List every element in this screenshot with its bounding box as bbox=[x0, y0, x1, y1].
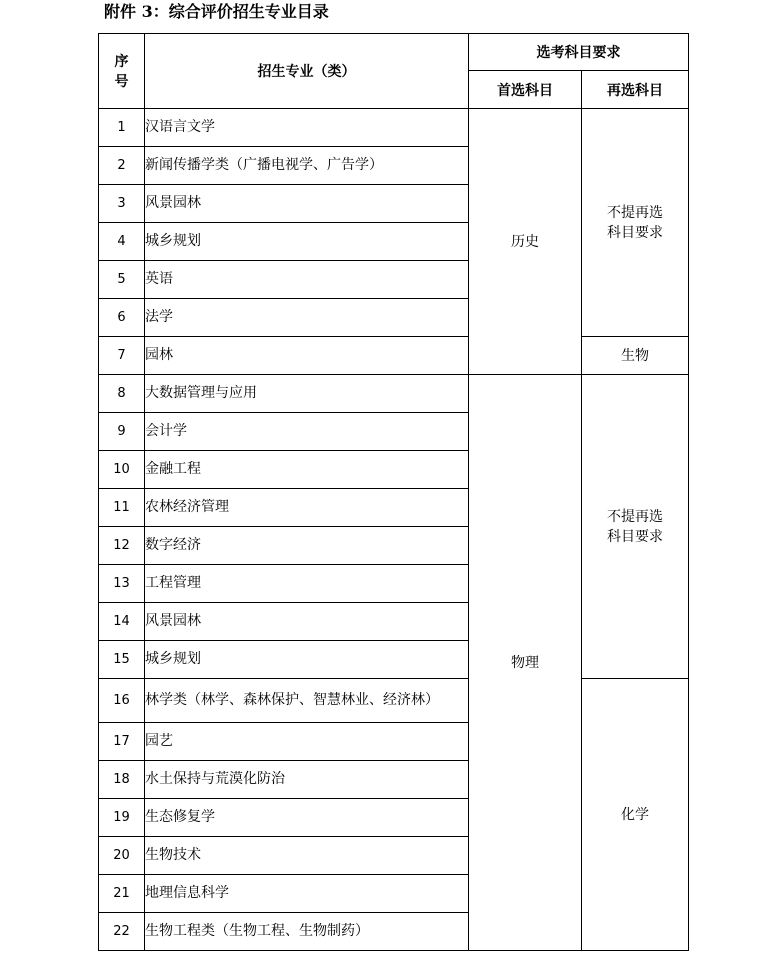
row-number: 21 bbox=[99, 875, 145, 913]
header-subject-requirement: 选考科目要求 bbox=[469, 34, 689, 71]
first-subject-history bbox=[469, 109, 582, 375]
table-row bbox=[99, 109, 689, 147]
major-name: 金融工程 bbox=[145, 451, 469, 489]
second-subject-biology-label: 生物 bbox=[621, 347, 649, 364]
major-name: 园艺 bbox=[145, 723, 469, 761]
major-name: 会计学 bbox=[145, 413, 469, 451]
major-name: 地理信息科学 bbox=[145, 875, 469, 913]
major-name: 生态修复学 bbox=[145, 799, 469, 837]
second-subject-biology bbox=[582, 337, 689, 375]
header-major: 招生专业（类） bbox=[145, 34, 469, 109]
row-number: 1 bbox=[99, 109, 145, 147]
major-name: 数字经济 bbox=[145, 527, 469, 565]
major-name: 水土保持与荒漠化防治 bbox=[145, 761, 469, 799]
first-subject-history-label: 历史 bbox=[511, 233, 539, 250]
major-name: 生物技术 bbox=[145, 837, 469, 875]
first-subject-physics-label: 物理 bbox=[511, 654, 539, 671]
major-name: 农林经济管理 bbox=[145, 489, 469, 527]
major-name: 风景园林 bbox=[145, 185, 469, 223]
row-number: 16 bbox=[99, 679, 145, 723]
header-second-subject: 再选科目 bbox=[582, 71, 689, 109]
row-number: 6 bbox=[99, 299, 145, 337]
major-name: 工程管理 bbox=[145, 565, 469, 603]
row-number: 17 bbox=[99, 723, 145, 761]
table-row bbox=[99, 337, 689, 375]
row-number: 4 bbox=[99, 223, 145, 261]
row-number: 9 bbox=[99, 413, 145, 451]
row-number: 11 bbox=[99, 489, 145, 527]
row-number: 14 bbox=[99, 603, 145, 641]
row-number: 3 bbox=[99, 185, 145, 223]
major-name: 英语 bbox=[145, 261, 469, 299]
row-number: 2 bbox=[99, 147, 145, 185]
first-subject-physics bbox=[469, 375, 582, 951]
header-seq: 序 号 bbox=[99, 34, 145, 109]
document-title: 附件 3：综合评价招生专业目录 bbox=[104, 2, 329, 21]
major-name: 新闻传播学类（广播电视学、广告学） bbox=[145, 147, 469, 185]
major-name: 大数据管理与应用 bbox=[145, 375, 469, 413]
major-name: 城乡规划 bbox=[145, 223, 469, 261]
major-name: 汉语言文学 bbox=[145, 109, 469, 147]
row-number: 12 bbox=[99, 527, 145, 565]
row-number: 10 bbox=[99, 451, 145, 489]
row-number: 8 bbox=[99, 375, 145, 413]
row-number: 22 bbox=[99, 913, 145, 951]
row-number: 13 bbox=[99, 565, 145, 603]
major-name: 城乡规划 bbox=[145, 641, 469, 679]
table-row bbox=[99, 679, 689, 723]
second-subject-none-1 bbox=[582, 109, 689, 337]
second-subject-none-2 bbox=[582, 375, 689, 679]
second-subject-none-2-label: 不提再选 科目要求 bbox=[607, 508, 663, 545]
row-number: 15 bbox=[99, 641, 145, 679]
major-name: 风景园林 bbox=[145, 603, 469, 641]
header-row bbox=[99, 34, 689, 71]
row-number: 5 bbox=[99, 261, 145, 299]
major-name: 生物工程类（生物工程、生物制药） bbox=[145, 913, 469, 951]
second-subject-none-1-label: 不提再选 科目要求 bbox=[607, 204, 663, 241]
header-first-subject: 首选科目 bbox=[469, 71, 582, 109]
major-name: 法学 bbox=[145, 299, 469, 337]
second-subject-chemistry bbox=[582, 679, 689, 951]
table-row bbox=[99, 375, 689, 413]
row-number: 7 bbox=[99, 337, 145, 375]
major-catalog-table bbox=[98, 33, 689, 951]
row-number: 19 bbox=[99, 799, 145, 837]
major-name: 园林 bbox=[145, 337, 469, 375]
row-number: 20 bbox=[99, 837, 145, 875]
row-number: 18 bbox=[99, 761, 145, 799]
major-name: 林学类（林学、森林保护、智慧林业、经济林） bbox=[145, 679, 469, 723]
second-subject-chemistry-label: 化学 bbox=[621, 806, 649, 823]
